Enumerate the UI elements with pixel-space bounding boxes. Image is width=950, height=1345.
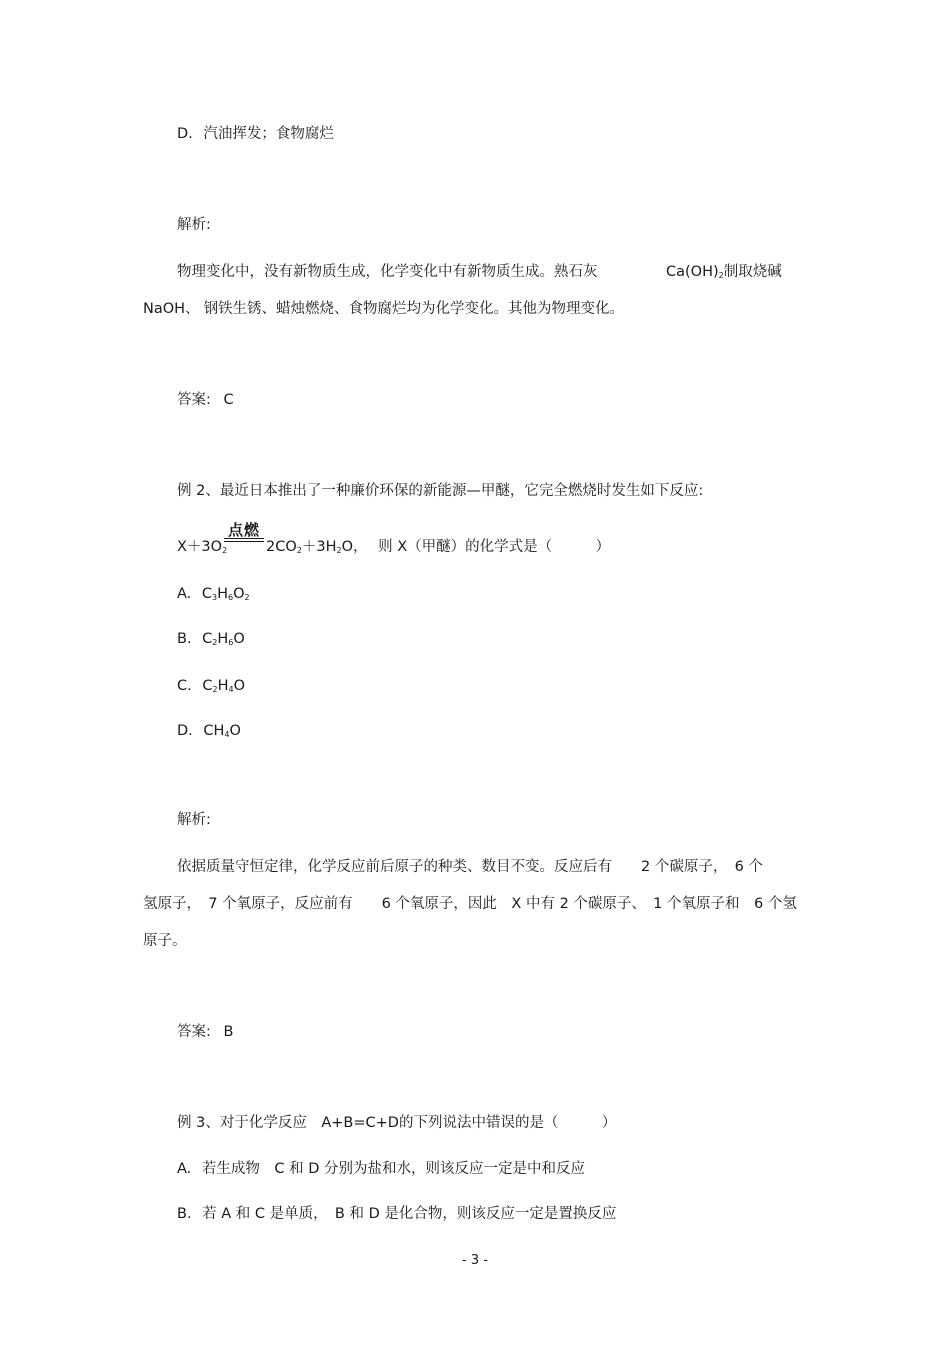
subscript: 2 [718,271,724,280]
question-text: 则 X（甲醚）的化学式是（ ） [378,539,611,555]
analysis1-text: 制取烧碱 [723,264,782,280]
analysis1-text: 物理变化中，没有新物质生成，化学变化中有新物质生成。熟石灰 [177,264,598,280]
reaction-arrow-line [224,538,264,539]
subscript: 2 [296,546,302,555]
option-b [177,629,245,649]
formula-naoh: NaOH、 [143,301,200,317]
option-letter: B. [177,631,192,647]
option-letter: B. [177,1206,192,1222]
analysis2-heading: 解析: [177,812,211,828]
analysis2-line3: 原子。 [143,933,187,949]
option-formula: $C_3H_6O_2$ [201,586,250,602]
subscript: 2 [336,546,342,555]
option-letter: A. [177,586,192,602]
equation-text: X＋3O [177,539,223,555]
analysis1-line1 [177,262,598,282]
answer-label: 答案: [177,392,211,408]
option-letter: D. [177,126,193,142]
option-letter: D. [177,723,193,739]
option-c [177,676,245,696]
analysis1-line2 [143,299,624,319]
option-text: 若 A 和 C 是单质， B 和 D 是化合物，则该反应一定是置换反应 [202,1206,617,1222]
analysis1-text: 钢铁生锈、蜡烛燃烧、食物腐烂均为化学变化。其他为物理变化。 [203,301,625,317]
analysis1-formula [666,262,782,282]
example3-option-b [177,1204,616,1224]
option-letter: A. [177,1161,192,1177]
answer1 [177,390,234,410]
example3-stem: 例 3、对于化学反应 A+B=C+D的下列说法中错误的是（ ） [177,1115,617,1131]
analysis1-heading: 解析: [177,217,211,233]
reaction-condition: 点燃 [228,521,261,539]
option-d [177,721,241,741]
answer-value: C [223,392,234,408]
example3-option-a [177,1159,585,1179]
page-number: - 3 - [462,1253,488,1268]
equation-text: O， [341,539,368,555]
formula-caoh2: Ca(OH) [666,264,719,280]
subscript: 2 [222,546,228,555]
answer2 [177,1022,233,1042]
option-text: 汽油挥发；食物腐烂 [203,126,334,142]
equation-text: 2CO [266,539,297,555]
example2-stem: 例 2、最近日本推出了一种廉价环保的新能源—甲醚，它完全燃烧时发生如下反应: [177,483,704,499]
option-formula: $CH_4O$ [203,723,241,739]
equation-left [177,537,227,557]
option-letter: C. [177,678,192,694]
answer-value: B [223,1024,234,1040]
reaction-arrow-line [224,541,264,542]
equation-text: ＋3H [301,539,337,555]
analysis2-line2: 氢原子， 7 个氧原子，反应前有 6 个氧原子，因此 X 中有 2 个碳原子、 1 个氧原子和 6 个氢 [143,896,797,912]
option-d-prev [177,124,334,144]
answer-label: 答案: [177,1024,211,1040]
option-a [177,584,250,604]
equation-right [266,537,610,557]
option-text: 若生成物 C 和 D 分别为盐和水，则该反应一定是中和反应 [201,1161,586,1177]
analysis2-line1: 依据质量守恒定律，化学反应前后原子的种类、数目不变。反应后有 2 个碳原子， 6 个 [177,859,763,875]
option-formula: $C_2H_6O$ [202,631,245,647]
option-formula: $C_2H_4O$ [202,678,245,694]
